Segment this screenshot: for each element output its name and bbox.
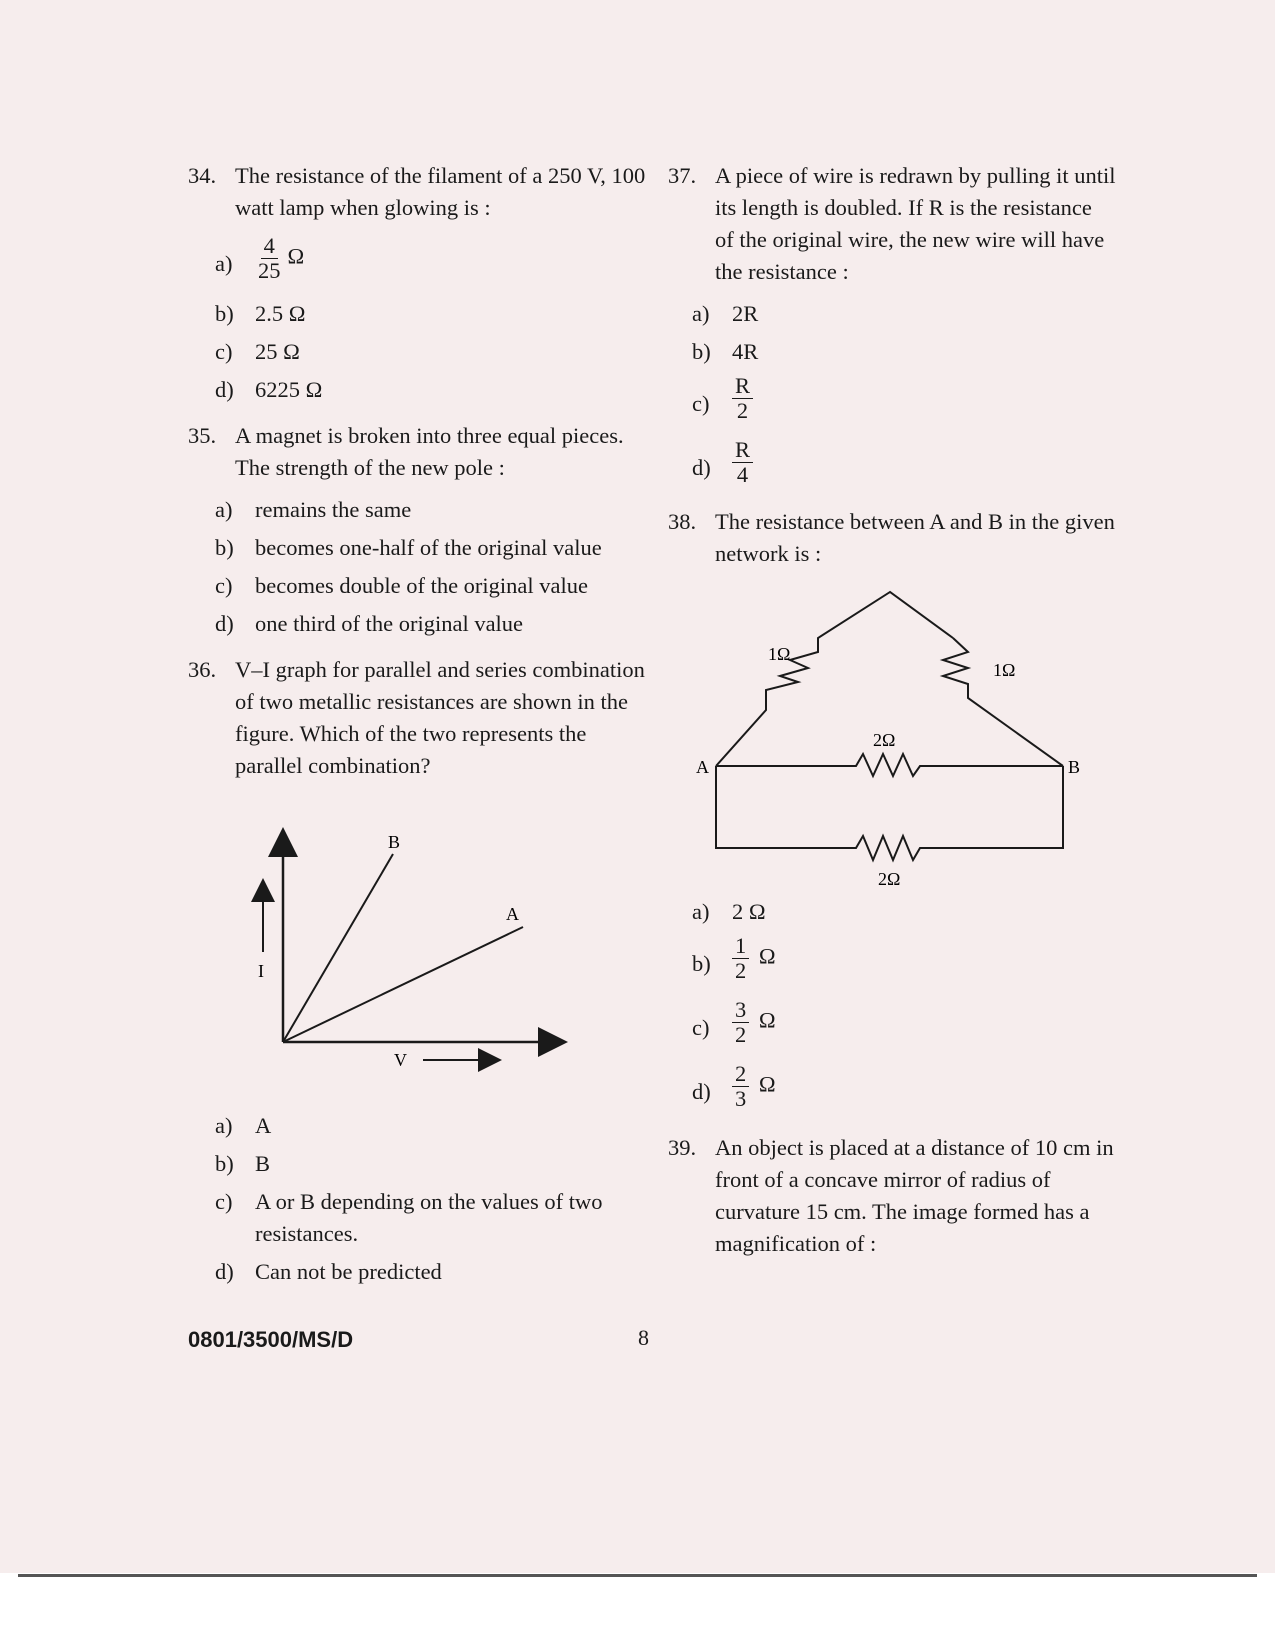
option-d[interactable]: d) 6225 Ω	[215, 377, 323, 402]
question-number: 37.	[668, 163, 697, 188]
question-number: 35.	[188, 423, 217, 448]
r-middle-label: 2Ω	[873, 730, 896, 750]
option-c[interactable]: c) becomes double of the original value	[215, 573, 589, 598]
paper-code: 0801/3500/MS/D	[188, 1327, 354, 1352]
node-b-label: B	[1068, 757, 1081, 777]
question-34	[188, 160, 658, 224]
middle-resistor-wire	[716, 754, 1063, 776]
fraction: $\frac{3}{2}$	[732, 998, 749, 1047]
question-35	[188, 420, 658, 484]
label-b: B	[388, 832, 401, 852]
label-i: I	[258, 961, 264, 981]
node-a-label: A	[696, 757, 709, 777]
question-text: The resistance of the filament of a 250 V, 100 watt lamp when glowing is :	[235, 163, 646, 220]
option-a[interactable]: a) remains the same	[215, 497, 412, 522]
question-text: The resistance between A and B in the given network is :	[715, 509, 1115, 566]
r-left-label: 1Ω	[768, 644, 791, 664]
fraction: $\frac{R}{4}$	[732, 438, 753, 487]
label-v: V	[394, 1050, 407, 1070]
question-34-options	[215, 234, 658, 406]
question-number: 38.	[668, 509, 697, 534]
line-a	[283, 927, 523, 1042]
option-b[interactable]: b) $\frac{1}{2}$ Ω	[692, 933, 776, 983]
fraction: $\frac{R}{2}$	[732, 374, 753, 423]
question-number: 34.	[188, 163, 217, 188]
question-36	[188, 654, 658, 782]
right-resistor-branch	[943, 638, 1063, 766]
question-text: An object is placed at a distance of 10 cm in front of a concave mirror of radius of curvature 15 cm. The image formed has a magnification of :	[715, 1135, 1114, 1256]
question-number: 39.	[668, 1135, 697, 1160]
page-number: 8	[638, 1325, 649, 1350]
option-d[interactable]: d) Can not be predicted	[215, 1259, 442, 1284]
r-right-label: 1Ω	[993, 660, 1016, 680]
question-36-options	[215, 1110, 658, 1288]
left-column	[188, 160, 658, 1294]
question-text: A piece of wire is redrawn by pulling it until its length is doubled. If R is the resistance of the original wire, the new wire will have the resistance :	[715, 163, 1116, 284]
option-a[interactable]: a) 2 Ω	[692, 899, 766, 924]
fraction: $\frac{2}{3}$	[732, 1062, 749, 1111]
question-text: V–I graph for parallel and series combination of two metallic resistances are shown in the figure. Which of the two represents the parallel combination?	[235, 657, 645, 778]
option-a[interactable]: a) A	[215, 1113, 272, 1138]
vi-graph	[188, 792, 658, 1092]
page-bottom-margin	[0, 1573, 1275, 1651]
option-b[interactable]: b) B	[215, 1151, 271, 1176]
option-b[interactable]: b) becomes one-half of the original value	[215, 535, 602, 560]
resistor-network	[668, 580, 1116, 890]
fraction: $\frac{1}{2}$	[732, 934, 749, 983]
option-d[interactable]: d) $\frac{R}{4}$	[692, 438, 1116, 496]
question-38	[668, 506, 1116, 570]
left-resistor-branch	[716, 592, 953, 766]
fraction: $\frac{4}{25}$	[258, 233, 281, 283]
line-b	[283, 854, 393, 1042]
page-edge-line	[18, 1574, 1257, 1577]
r-bottom-label: 2Ω	[878, 869, 901, 889]
question-text: A magnet is broken into three equal pieces. The strength of the new pole :	[235, 423, 624, 480]
option-d[interactable]: d) $\frac{2}{3}$ Ω	[692, 1061, 776, 1111]
right-column	[668, 160, 1116, 1270]
option-b[interactable]: b) 2.5 Ω	[215, 301, 306, 326]
question-39	[668, 1132, 1116, 1260]
option-c[interactable]: c) A or B depending on the values of two resistances.	[215, 1189, 603, 1246]
option-c[interactable]: c) $\frac{3}{2}$ Ω	[692, 997, 776, 1047]
option-c[interactable]: c) 25 Ω	[215, 339, 300, 364]
bottom-resistor-wire	[716, 766, 1063, 860]
question-number: 36.	[188, 657, 217, 682]
option-a[interactable]: a) $\frac{4}{25}$ Ω	[215, 233, 305, 283]
option-d[interactable]: d) one third of the original value	[215, 611, 524, 636]
option-a[interactable]: a) 2R	[692, 301, 759, 326]
option-c[interactable]: c) $\frac{R}{2}$	[692, 374, 1116, 432]
question-38-options	[692, 896, 1116, 1120]
label-a: A	[506, 904, 519, 924]
option-b[interactable]: b) 4R	[692, 339, 759, 364]
question-35-options	[215, 494, 658, 640]
question-37	[668, 160, 1116, 288]
question-37-options	[692, 298, 1116, 496]
